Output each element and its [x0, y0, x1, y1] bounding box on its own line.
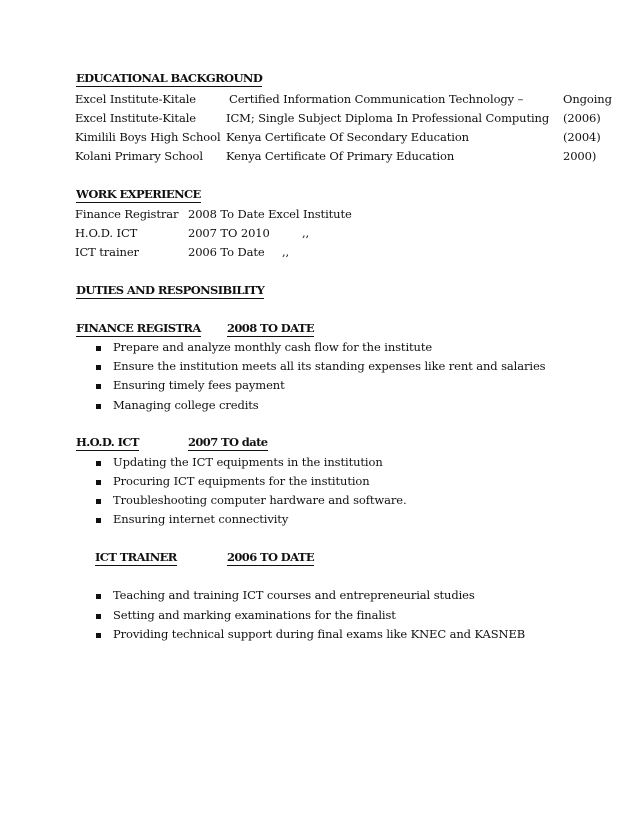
education-heading: EDUCATIONAL BACKGROUND: [76, 71, 263, 85]
education-school: Excel Institute-Kitale: [75, 92, 196, 106]
bullet-icon: [96, 518, 101, 523]
work-role: Finance Registrar: [75, 207, 179, 221]
duty-item: Ensuring internet connectivity: [113, 512, 289, 526]
education-year: 2000): [563, 149, 597, 163]
work-period: 2006 To Date: [188, 245, 265, 259]
bullet-icon: [96, 633, 101, 638]
work-ditto: ,,: [302, 226, 310, 240]
bullet-icon: [96, 461, 101, 466]
duties-heading: DUTIES AND RESPONSIBILITY: [76, 283, 265, 297]
education-qualification: Kenya Certificate Of Secondary Education: [226, 130, 469, 144]
education-school: Kimilili Boys High School: [75, 130, 221, 144]
bullet-icon: [96, 384, 101, 389]
duty-item: Setting and marking examinations for the finalist: [113, 608, 396, 622]
duty-item: Updating the ICT equipments in the institution: [113, 455, 383, 469]
duty-item: Prepare and analyze monthly cash flow for the institute: [113, 340, 433, 354]
work-role: H.O.D. ICT: [75, 226, 138, 240]
education-qualification: Kenya Certificate Of Primary Education: [226, 149, 455, 163]
work-role: ICT trainer: [75, 245, 139, 259]
work-ditto: ,,: [282, 245, 290, 259]
duty-item: Managing college credits: [113, 398, 259, 412]
duty-item: Ensuring timely fees payment: [113, 378, 285, 392]
duty-item: Providing technical support during final exams like KNEC and KASNEB: [113, 627, 526, 641]
education-qualification: ICM; Single Subject Diploma In Professional Computing: [226, 111, 550, 125]
bullet-icon: [96, 404, 101, 409]
education-year: (2006): [563, 111, 601, 125]
work-heading: WORK EXPERIENCE: [76, 187, 201, 201]
duty-item: Teaching and training ICT courses and entrepreneurial studies: [113, 588, 475, 602]
education-school: Excel Institute-Kitale: [75, 111, 196, 125]
bullet-icon: [96, 594, 101, 599]
education-school: Kolani Primary School: [75, 149, 203, 163]
bullet-icon: [96, 365, 101, 370]
bullet-icon: [96, 614, 101, 619]
work-period: 2007 TO 2010: [188, 226, 270, 240]
duty-item: Troubleshooting computer hardware and software.: [113, 493, 407, 507]
duty-section-period: 2007 TO date: [188, 435, 268, 449]
duty-item: Ensure the institution meets all its standing expenses like rent and salaries: [113, 359, 546, 373]
duty-section-period: 2006 TO DATE: [227, 550, 314, 564]
work-period: 2008 To Date Excel Institute: [188, 207, 352, 221]
education-qualification: Certified Information Communication Technology –: [229, 92, 524, 106]
bullet-icon: [96, 480, 101, 485]
duty-section-title: ICT TRAINER: [95, 550, 177, 564]
education-year: (2004): [563, 130, 601, 144]
education-year: Ongoing: [563, 92, 612, 106]
duty-section-period: 2008 TO DATE: [227, 321, 314, 335]
duty-section-title: FINANCE REGISTRA: [76, 321, 201, 335]
duty-section-title: H.O.D. ICT: [76, 435, 139, 449]
duty-item: Procuring ICT equipments for the institution: [113, 474, 370, 488]
bullet-icon: [96, 499, 101, 504]
bullet-icon: [96, 346, 101, 351]
